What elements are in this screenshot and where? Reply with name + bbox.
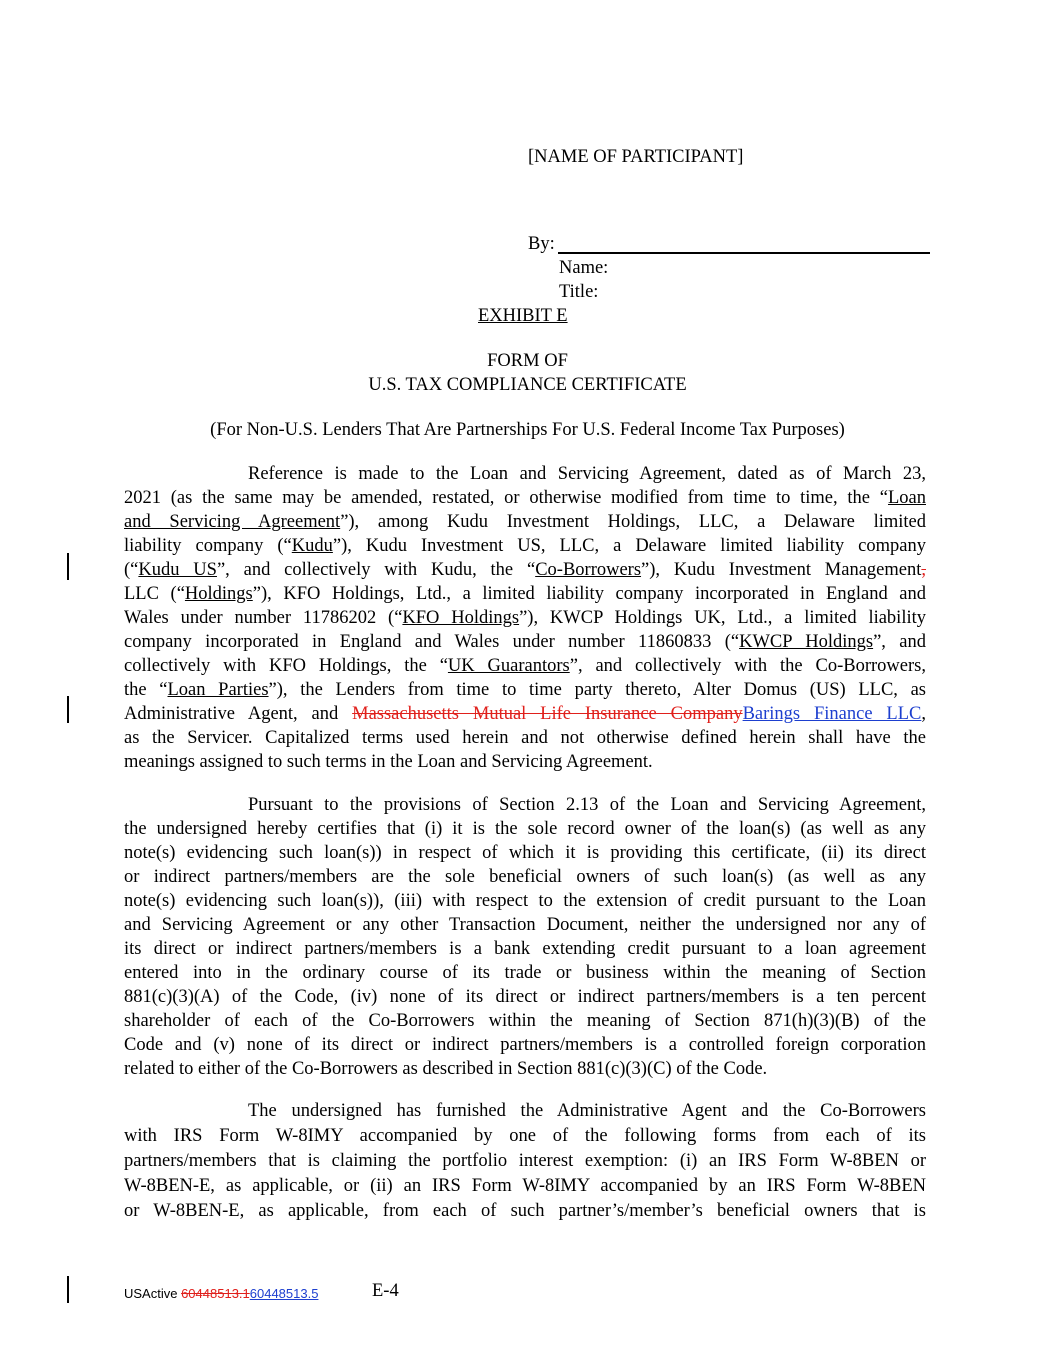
text-line: Wales under number 11786202 (“KFO Holdings”), KWCP Holdings UK, Ltd., a limited liability [124, 608, 926, 628]
text-line: W-8BEN-E, as applicable, or (ii) an IRS Form W-8IMY accompanied by an IRS Form W-8BEN [124, 1176, 926, 1196]
text-line: Code and (v) none of its direct or indirect partners/members is a controlled foreign corporation [124, 1035, 926, 1055]
text-line: and Servicing Agreement or any other Transaction Document, neither the undersigned nor any of [124, 915, 926, 935]
document-id: USActive 60448513.160448513.5 [124, 1286, 319, 1301]
text-line: (“Kudu US”, and collectively with Kudu, the “Co-Borrowers”), Kudu Investment Management, [124, 560, 927, 580]
title-label: Title: [559, 282, 599, 302]
participant-name: [NAME OF PARTICIPANT] [528, 147, 744, 167]
text-line: Pursuant to the provisions of Section 2.13 of the Loan and Servicing Agreement, [248, 795, 926, 815]
text-line: the undersigned hereby certifies that (i) it is the sole record owner of the loan(s) (as well as any [124, 819, 926, 839]
text-line: liability company (“Kudu”), Kudu Investment US, LLC, a Delaware limited liability company [124, 536, 926, 556]
deleted-text: Massachusetts Mutual Life Insurance Company [352, 704, 743, 724]
change-bar [67, 553, 69, 580]
deleted-comma: , [921, 560, 927, 580]
text-line: as the Servicer. Capitalized terms used herein and not otherwise defined herein shall have the [124, 728, 926, 748]
text-line: the “Loan Parties”), the Lenders from time to time party thereto, Alter Domus (US) LLC, as [124, 680, 927, 700]
change-bar [67, 1276, 69, 1303]
text-line: partners/members that is claiming the portfolio interest exemption: (i) an IRS Form W-8BEN or [124, 1151, 926, 1171]
certificate-title: U.S. TAX COMPLIANCE CERTIFICATE [368, 375, 687, 395]
text-line: 2021 (as the same may be amended, restated, or otherwise modified from time to time, the “Loan [124, 488, 926, 508]
text-line: and Servicing Agreement”), among Kudu Investment Holdings, LLC, a Delaware limited [124, 512, 926, 532]
text-line: or indirect partners/members are the sole beneficial owners of such loan(s) (as well as any [124, 867, 926, 887]
text-line: 881(c)(3)(A) of the Code, (iv) none of its direct or indirect partners/members is a ten percent [124, 987, 926, 1007]
text-line: shareholder of each of the Co-Borrowers within the meaning of Section 871(h)(3)(B) of the [124, 1011, 926, 1031]
certificate-subtitle: (For Non-U.S. Lenders That Are Partnerships For U.S. Federal Income Tax Purposes) [210, 420, 845, 440]
form-of: FORM OF [487, 351, 568, 371]
text-line: The undersigned has furnished the Administrative Agent and the Co-Borrowers [248, 1101, 926, 1121]
by-label: By: [528, 234, 555, 254]
page-number: E-4 [372, 1281, 399, 1301]
text-line: collectively with KFO Holdings, the “UK Guarantors”, and collectively with the Co-Borrowers, [124, 656, 926, 676]
text-line: Reference is made to the Loan and Servicing Agreement, dated as of March 23, [248, 464, 926, 484]
text-line: its direct or indirect partners/members is a bank extending credit pursuant to a loan agreement [124, 939, 926, 959]
change-bar [67, 696, 69, 723]
text-line: related to either of the Co-Borrowers as described in Section 881(c)(3)(C) of the Code. [124, 1059, 768, 1079]
text-line: LLC (“Holdings”), KFO Holdings, Ltd., a limited liability company incorporated in England and [124, 584, 927, 604]
text-line: note(s) evidencing such loan(s)), (iii) with respect to the extension of credit pursuant to the Loan [124, 891, 926, 911]
text-line: meanings assigned to such terms in the Loan and Servicing Agreement. [124, 752, 653, 772]
text-line: or W-8BEN-E, as applicable, from each of such partner’s/member’s beneficial owners that is [124, 1201, 926, 1221]
text-line: company incorporated in England and Wales under number 11860833 (“KWCP Holdings”, and [124, 632, 926, 652]
inserted-text: Barings Finance LLC [742, 704, 922, 724]
text-line: note(s) evidencing such loan(s)) in respect of which it is providing this certificate, (ii) its direct [124, 843, 926, 863]
text-line: entered into in the ordinary course of its trade or business within the meaning of Section [124, 963, 926, 983]
text-line: Administrative Agent, and Massachusetts Mutual Life Insurance CompanyBarings Finance LLC, [124, 704, 926, 724]
inserted-doc-id: 60448513.5 [249, 1286, 319, 1301]
signature-line [558, 252, 930, 254]
name-label: Name: [559, 258, 609, 278]
exhibit-heading: EXHIBIT E [478, 306, 568, 326]
text-line: with IRS Form W-8IMY accompanied by one of the following forms from each of its [124, 1126, 926, 1146]
deleted-doc-id: 60448513.1 [181, 1286, 250, 1301]
